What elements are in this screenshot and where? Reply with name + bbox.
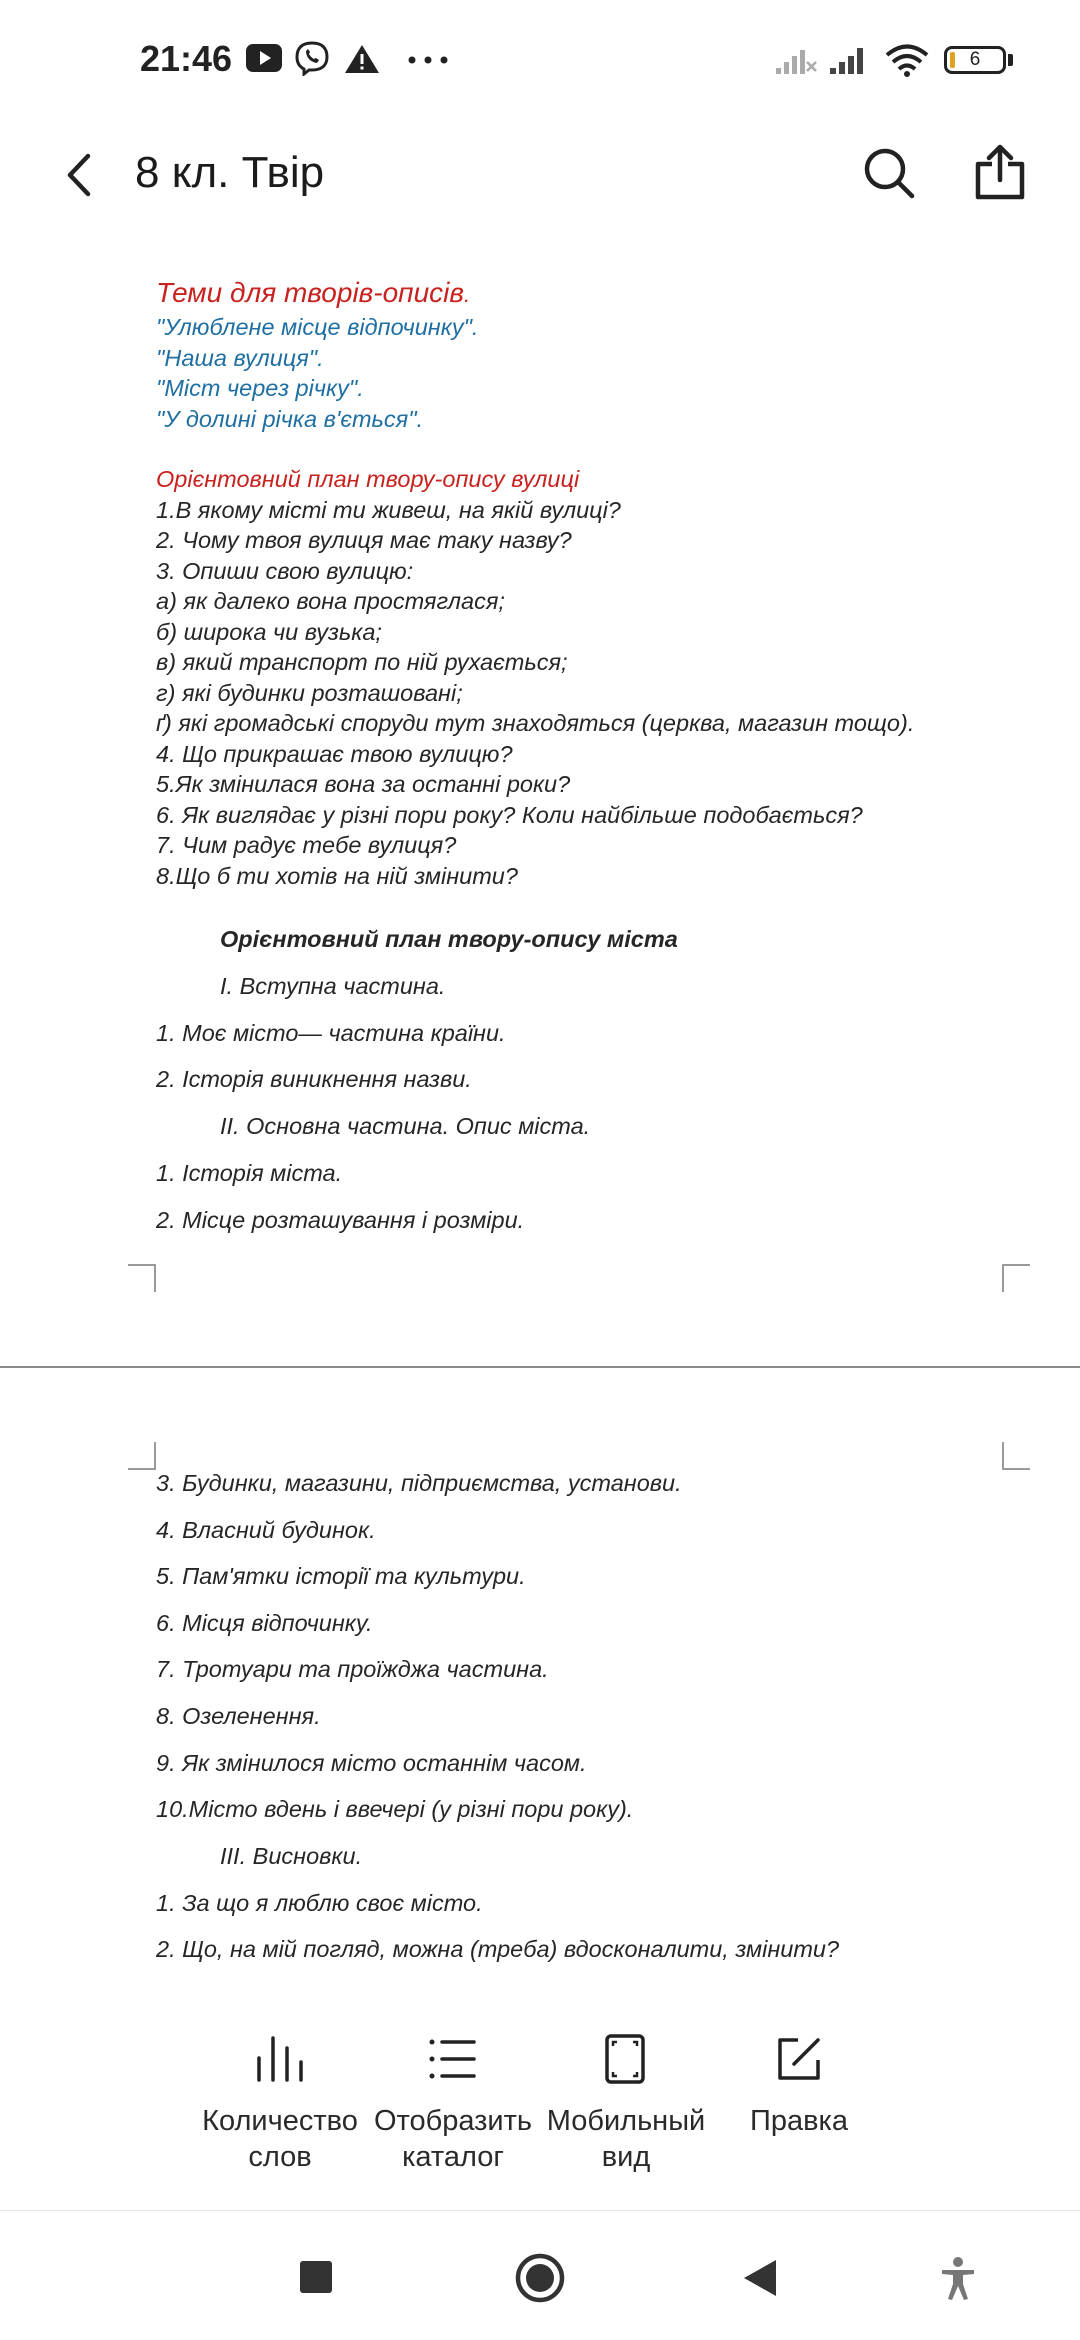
main-item: 4. Власний будинок. xyxy=(156,1517,376,1543)
status-bar xyxy=(0,0,1080,120)
battery-icon xyxy=(944,46,1006,74)
back-icon[interactable] xyxy=(62,150,96,200)
page-corner-mark xyxy=(128,1264,156,1292)
main-item: 8. Озеленення. xyxy=(156,1703,321,1729)
catalog-label-line2: каталог xyxy=(402,2141,504,2173)
list-icon xyxy=(428,2034,478,2084)
edit-icon xyxy=(774,2034,824,2084)
street-plan-item: 5.Як змінилася вона за останні роки? xyxy=(156,771,571,797)
main-item: 1. Історія міста. xyxy=(156,1160,343,1186)
system-nav-bar xyxy=(0,2212,1080,2340)
back-triangle-icon[interactable] xyxy=(742,2258,778,2298)
page-corner-mark xyxy=(1002,1442,1030,1470)
catalog-label-line1: Отобразить xyxy=(373,2105,533,2137)
word-count-label-line1: Количество xyxy=(202,2105,358,2137)
intro-item: 2. Історія виникнення назви. xyxy=(156,1066,472,1092)
document-page-1 xyxy=(156,276,1036,891)
main-item: 7. Тротуари та проїжджа частина. xyxy=(156,1656,549,1682)
street-plan-item: в) який транспорт по ній рухається; xyxy=(156,649,568,675)
page-corner-mark xyxy=(1002,1264,1030,1292)
edit-label: Правка xyxy=(750,2105,848,2137)
street-plan-item: 2. Чому твоя вулиця має таку назву? xyxy=(156,527,572,553)
status-time: 21:46 xyxy=(140,38,233,79)
street-plan-item: 6. Як виглядає у різні пори року? Коли найбільше подобається? xyxy=(156,801,863,828)
battery-tip xyxy=(1008,54,1013,66)
viber-icon xyxy=(294,40,330,76)
battery-level: 6 xyxy=(969,49,981,70)
topics-heading-text: Теми для творів-описів xyxy=(156,277,464,308)
street-plan-item: 4. Що прикрашає твою вулицю? xyxy=(156,740,513,767)
accessibility-icon[interactable] xyxy=(940,2256,976,2300)
home-circle-icon[interactable] xyxy=(514,2252,566,2304)
topic-item: "У долині річка в'ється". xyxy=(156,405,424,432)
warning-icon xyxy=(344,44,380,74)
show-catalog-button[interactable] xyxy=(368,1988,538,2175)
main-item: 5. Пам'ятки історії та культури. xyxy=(156,1563,526,1589)
word-count-label xyxy=(195,2103,365,2175)
main-item: 9. Як змінилося місто останнім часом. xyxy=(156,1750,587,1776)
word-count-button[interactable] xyxy=(195,1988,365,2175)
search-icon[interactable] xyxy=(862,146,916,200)
main-item: 10.Місто вдень і ввечері (у різні пори року). xyxy=(156,1796,634,1822)
page-title: 8 кл. Твір xyxy=(135,148,325,197)
bar-chart-icon xyxy=(255,2034,305,2084)
city-plan-title: Орієнтовний план твору-опису міста xyxy=(220,926,678,952)
show-catalog-label xyxy=(368,2103,538,2175)
toolbar-separator xyxy=(0,2210,1080,2211)
share-icon[interactable] xyxy=(974,144,1026,200)
topics-heading-dot: . xyxy=(464,282,471,307)
street-plan-item: б) широка чи вузька; xyxy=(156,618,382,645)
main-title: ІІ. Основна частина. Опис міста. xyxy=(220,1113,591,1139)
youtube-icon xyxy=(246,44,282,72)
conclusion-item: 2. Що, на мій погляд, можна (треба) вдосконалити, змінити? xyxy=(156,1936,840,1962)
mobile-view-button[interactable] xyxy=(541,1988,711,2175)
page-corner-mark xyxy=(128,1442,156,1470)
page-divider xyxy=(0,1366,1080,1368)
conclusion-title: ІІІ. Висновки. xyxy=(220,1843,363,1869)
signal-off-icon xyxy=(774,44,818,76)
topic-item: "Наша вулиця". xyxy=(156,344,324,371)
street-plan-item: а) як далеко вона простяглася; xyxy=(156,588,505,614)
street-plan-title: Орієнтовний план твору-опису вулиці xyxy=(156,466,580,492)
topics-heading xyxy=(156,276,1036,312)
street-plan-item: г) які будинки розташовані; xyxy=(156,679,463,706)
word-count-label-line2: слов xyxy=(248,2141,312,2173)
recents-square-icon[interactable] xyxy=(300,2261,332,2293)
wifi-icon xyxy=(884,42,930,78)
mobile-label-line2: вид xyxy=(601,2141,651,2173)
main-item: 2. Місце розташування і розміри. xyxy=(156,1207,525,1233)
street-plan-item: 1.В якому місті ти живеш, на якій вулиці? xyxy=(156,496,621,523)
street-plan-item: ґ) які громадські споруди тут знаходяться (церква, магазин тощо). xyxy=(156,710,915,736)
mobile-view-label xyxy=(541,2103,711,2175)
mobile-label-line1: Мобильный xyxy=(546,2105,706,2137)
topic-item: "Улюблене місце відпочинку". xyxy=(156,314,479,340)
intro-title: І. Вступна частина. xyxy=(220,973,446,999)
conclusion-item: 1. За що я люблю своє місто. xyxy=(156,1890,483,1916)
topic-item: "Міст через річку". xyxy=(156,375,364,401)
intro-item: 1. Моє місто— частина країни. xyxy=(156,1020,506,1046)
more-dots-icon xyxy=(408,56,448,64)
street-plan-item: 7. Чим радує тебе вулиця? xyxy=(156,832,457,858)
main-item: 3. Будинки, магазини, підприємства, установи. xyxy=(156,1470,682,1496)
street-plan-item: 8.Що б ти хотів на ній змінити? xyxy=(156,862,518,889)
signal-icon xyxy=(828,44,870,76)
bottom-toolbar xyxy=(0,1988,1080,2208)
street-plan-item: 3. Опиши свою вулицю: xyxy=(156,557,414,584)
edit-button[interactable] xyxy=(714,1988,884,2139)
main-item: 6. Місця відпочинку. xyxy=(156,1610,373,1636)
fullscreen-frame-icon xyxy=(601,2034,651,2084)
